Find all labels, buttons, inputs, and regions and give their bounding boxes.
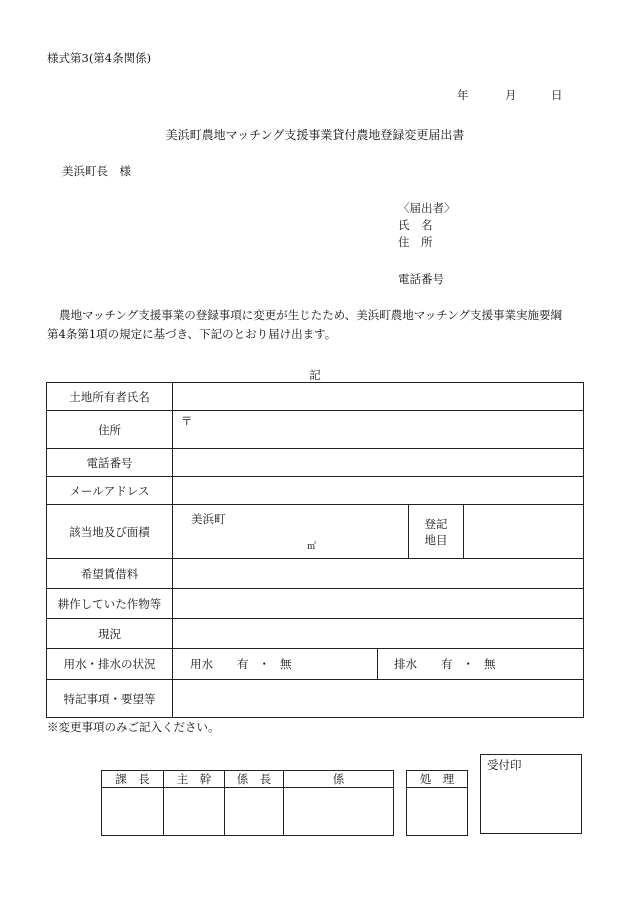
date-month-label: 月 xyxy=(505,88,517,102)
owner-name-label: 土地所有者氏名 xyxy=(47,383,173,411)
land-area-field[interactable] xyxy=(173,505,409,559)
phone-field[interactable] xyxy=(173,449,584,477)
instruction-note: ※変更事項のみご記入ください。 xyxy=(47,720,220,734)
processing-table xyxy=(406,770,468,836)
water-supply-cell xyxy=(173,649,378,679)
water-supply-dot: ・ xyxy=(258,657,270,671)
status-label: 現況 xyxy=(47,619,173,649)
owner-name-field[interactable] xyxy=(173,383,584,411)
kacho-header: 課 長 xyxy=(102,771,164,788)
date-year-label: 年 xyxy=(457,88,469,102)
water-supply-no[interactable]: 無 xyxy=(280,657,292,671)
kakaricho-header: 係 長 xyxy=(225,771,284,788)
water-drain-label: 排水 xyxy=(394,657,417,671)
water-drain-yes[interactable]: 有 xyxy=(441,657,453,671)
water-field xyxy=(173,649,584,680)
water-drain-cell xyxy=(378,656,583,672)
applicant-block xyxy=(398,200,456,288)
area-unit: ㎡ xyxy=(307,542,317,552)
kakaricho-stamp-box[interactable] xyxy=(225,788,284,836)
water-supply-yes[interactable]: 有 xyxy=(237,657,249,671)
kakari-header: 係 xyxy=(284,771,394,788)
applicant-name-label: 氏 名 xyxy=(398,218,433,232)
town-label: 美浜町 xyxy=(191,512,226,526)
reception-stamp-label: 受付印 xyxy=(487,758,522,772)
water-supply-label: 用水 xyxy=(190,657,213,671)
rent-label: 希望賃借料 xyxy=(47,559,173,589)
date-day-label: 日 xyxy=(551,88,563,102)
applicant-address-label: 住 所 xyxy=(398,235,433,249)
rent-field[interactable] xyxy=(173,559,584,589)
reception-stamp-box[interactable] xyxy=(480,754,582,834)
crops-field[interactable] xyxy=(173,589,584,619)
body-line-2: 第4条第1項の規定に基づき、下記のとおり届け出ます。 xyxy=(47,327,337,341)
applicant-heading: 〈届出者〉 xyxy=(398,201,456,215)
processing-header: 処 理 xyxy=(407,771,468,788)
body-line-1: 農地マッチング支援事業の登録事項に変更が生じたため、美浜町農地マッチング支援事業実施要綱 xyxy=(59,308,563,322)
status-field[interactable] xyxy=(173,619,584,649)
approval-table xyxy=(101,770,394,836)
shukan-header: 主 幹 xyxy=(164,771,225,788)
addressee: 美浜町長 様 xyxy=(62,164,131,178)
postal-mark: 〒 xyxy=(181,414,193,428)
kacho-stamp-box[interactable] xyxy=(102,788,164,836)
body-paragraph xyxy=(47,306,587,344)
land-area-label: 該当地及び面積 xyxy=(47,505,173,559)
address-field[interactable] xyxy=(173,411,584,449)
form-number: 様式第3(第4条関係) xyxy=(47,51,152,65)
applicant-phone-label: 電話番号 xyxy=(398,272,444,286)
registration-table xyxy=(46,382,584,718)
water-drain-dot: ・ xyxy=(462,657,474,671)
address-label: 住所 xyxy=(47,411,173,449)
water-drain-no[interactable]: 無 xyxy=(484,657,496,671)
notes-label: 特記事項・要望等 xyxy=(47,680,173,718)
phone-label: 電話番号 xyxy=(47,449,173,477)
email-label: メールアドレス xyxy=(47,477,173,505)
shukan-stamp-box[interactable] xyxy=(164,788,225,836)
crops-label: 耕作していた作物等 xyxy=(47,589,173,619)
notes-field[interactable] xyxy=(173,680,584,718)
document-title: 美浜町農地マッチング支援事業貸付農地登録変更届出書 xyxy=(165,128,465,142)
registry-label-line1: 登記 xyxy=(424,516,448,531)
registry-category-label xyxy=(409,505,464,559)
email-field[interactable] xyxy=(173,477,584,505)
processing-box[interactable] xyxy=(407,788,468,836)
registry-category-field[interactable] xyxy=(464,505,584,559)
registry-label-line2: 地目 xyxy=(424,532,448,547)
water-label: 用水・排水の状況 xyxy=(47,649,173,680)
ki-heading: 記 xyxy=(309,368,321,382)
kakari-stamp-box[interactable] xyxy=(284,788,394,836)
